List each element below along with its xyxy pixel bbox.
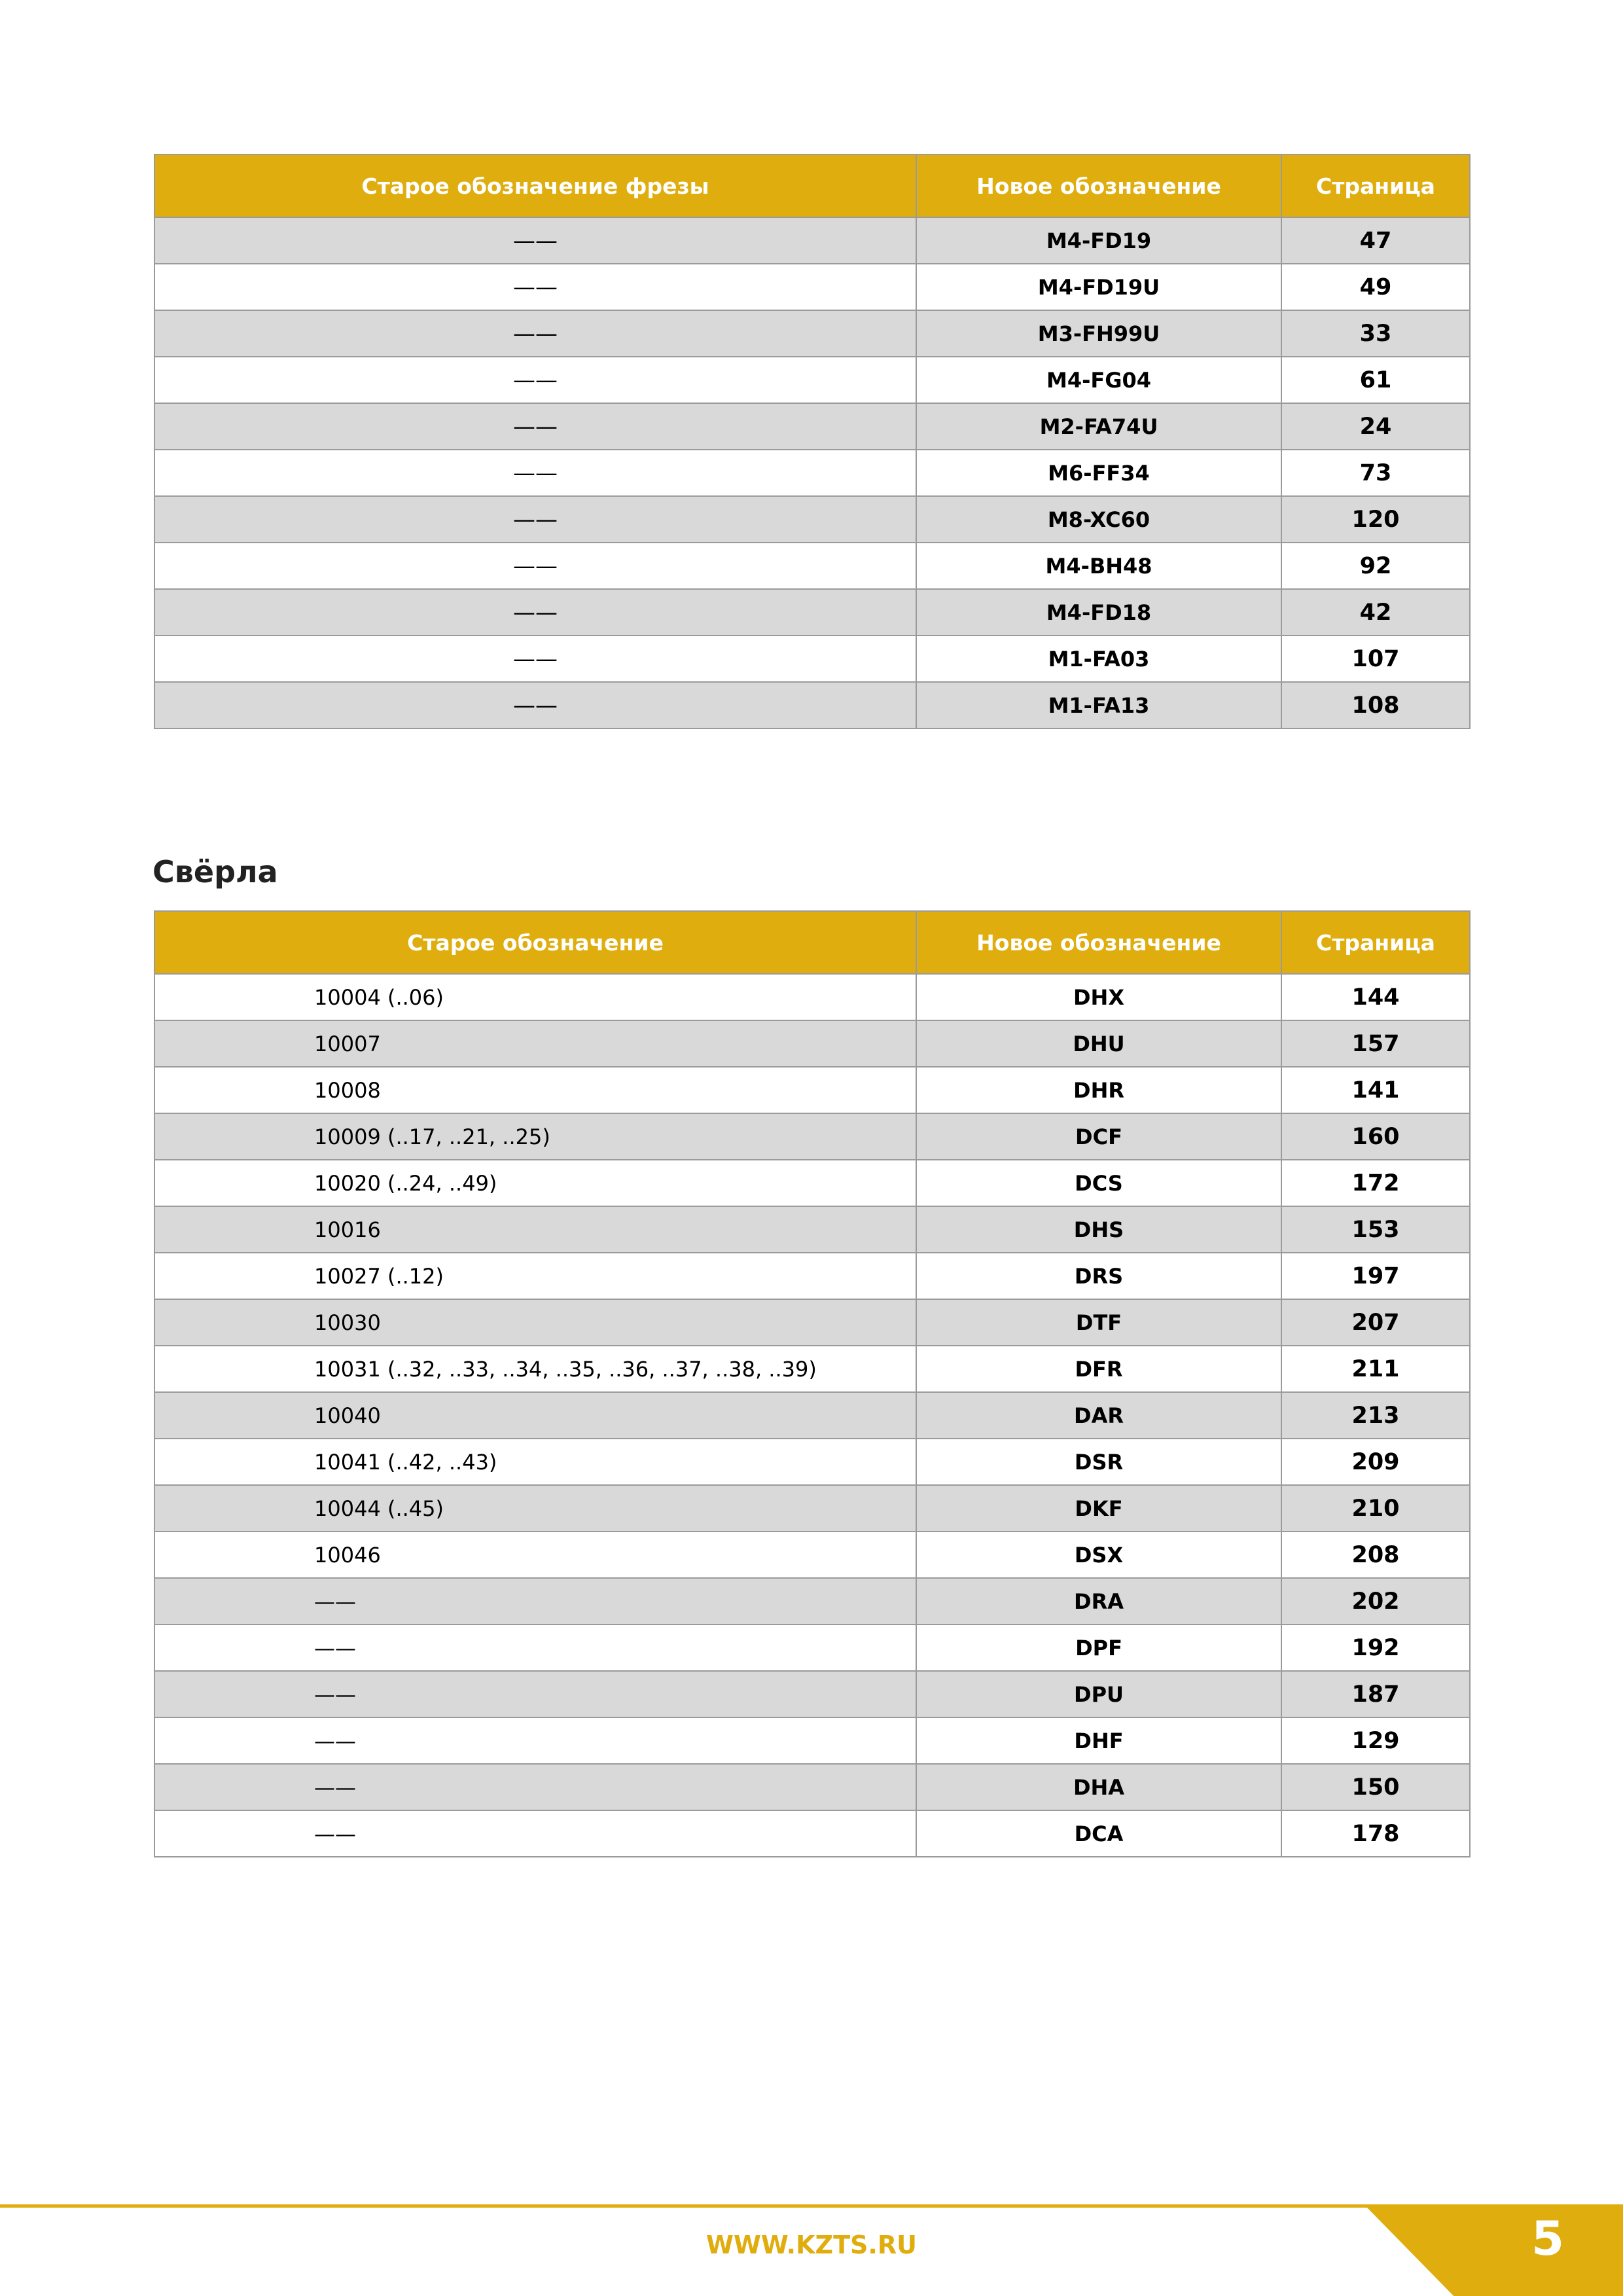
new-designation-cell: M4-FD19U bbox=[916, 264, 1281, 310]
table-row bbox=[154, 1717, 1470, 1764]
old-designation-cell: 10004 (..06) bbox=[154, 974, 916, 1020]
new-designation-cell: M4-FD19 bbox=[916, 217, 1281, 264]
page-cell: 209 bbox=[1281, 1439, 1470, 1485]
old-designation-cell: 10031 (..32, ..33, ..34, ..35, ..36, ..37, ..38, ..39) bbox=[154, 1346, 916, 1392]
section-title-drills: Свёрла bbox=[152, 854, 278, 889]
new-designation-cell: DPU bbox=[916, 1671, 1281, 1717]
header-new-designation: Новое обозначение bbox=[916, 911, 1281, 974]
table-header-row bbox=[154, 911, 1470, 974]
header-old-designation: Старое обозначение bbox=[154, 911, 916, 974]
old-designation-cell: —— bbox=[154, 636, 916, 682]
page-cell: 207 bbox=[1281, 1299, 1470, 1346]
table-row bbox=[154, 1671, 1470, 1717]
old-designation-cell: —— bbox=[154, 1764, 916, 1810]
page-cell: 178 bbox=[1281, 1810, 1470, 1857]
page-cell: 210 bbox=[1281, 1485, 1470, 1532]
old-designation-cell: —— bbox=[154, 682, 916, 728]
table-row bbox=[154, 636, 1470, 682]
table-row bbox=[154, 1160, 1470, 1206]
page-cell: 120 bbox=[1281, 496, 1470, 543]
table-row bbox=[154, 1067, 1470, 1113]
page-cell: 92 bbox=[1281, 543, 1470, 589]
page-cell: 213 bbox=[1281, 1392, 1470, 1439]
old-designation-cell: —— bbox=[154, 1578, 916, 1624]
new-designation-cell: M1-FA13 bbox=[916, 682, 1281, 728]
new-designation-cell: DHF bbox=[916, 1717, 1281, 1764]
new-designation-cell: M6-FF34 bbox=[916, 450, 1281, 496]
old-designation-cell: 10046 bbox=[154, 1532, 916, 1578]
table-row bbox=[154, 1392, 1470, 1439]
table-row bbox=[154, 496, 1470, 543]
new-designation-cell: DSR bbox=[916, 1439, 1281, 1485]
table-row bbox=[154, 1299, 1470, 1346]
new-designation-cell: M1-FA03 bbox=[916, 636, 1281, 682]
page-cell: 33 bbox=[1281, 310, 1470, 357]
header-old-designation: Старое обозначение фрезы bbox=[154, 154, 916, 217]
old-designation-cell: —— bbox=[154, 403, 916, 450]
page-cell: 202 bbox=[1281, 1578, 1470, 1624]
new-designation-cell: DHS bbox=[916, 1206, 1281, 1253]
old-designation-cell: —— bbox=[154, 1810, 916, 1857]
old-designation-cell: 10008 bbox=[154, 1067, 916, 1113]
table-header-row bbox=[154, 154, 1470, 217]
page-cell: 107 bbox=[1281, 636, 1470, 682]
new-designation-cell: DKF bbox=[916, 1485, 1281, 1532]
new-designation-cell: DCF bbox=[916, 1113, 1281, 1160]
old-designation-cell: 10016 bbox=[154, 1206, 916, 1253]
page-cell: 208 bbox=[1281, 1532, 1470, 1578]
old-designation-cell: —— bbox=[154, 543, 916, 589]
old-designation-cell: —— bbox=[154, 310, 916, 357]
page-cell: 160 bbox=[1281, 1113, 1470, 1160]
new-designation-cell: M3-FH99U bbox=[916, 310, 1281, 357]
page-cell: 108 bbox=[1281, 682, 1470, 728]
page-cell: 24 bbox=[1281, 403, 1470, 450]
new-designation-cell: DSX bbox=[916, 1532, 1281, 1578]
page-number: 5 bbox=[1531, 2211, 1565, 2266]
old-designation-cell: 10030 bbox=[154, 1299, 916, 1346]
page-cell: 172 bbox=[1281, 1160, 1470, 1206]
table-row bbox=[154, 310, 1470, 357]
page-cell: 211 bbox=[1281, 1346, 1470, 1392]
table-row bbox=[154, 1624, 1470, 1671]
new-designation-cell: DPF bbox=[916, 1624, 1281, 1671]
old-designation-cell: —— bbox=[154, 357, 916, 403]
mills-table bbox=[154, 154, 1471, 729]
page-cell: 153 bbox=[1281, 1206, 1470, 1253]
page-cell: 192 bbox=[1281, 1624, 1470, 1671]
table-row bbox=[154, 1532, 1470, 1578]
old-designation-cell: 10027 (..12) bbox=[154, 1253, 916, 1299]
table-row bbox=[154, 1810, 1470, 1857]
old-designation-cell: —— bbox=[154, 1717, 916, 1764]
table-row bbox=[154, 589, 1470, 636]
new-designation-cell: M4-FG04 bbox=[916, 357, 1281, 403]
old-designation-cell: 10044 (..45) bbox=[154, 1485, 916, 1532]
table-row bbox=[154, 682, 1470, 728]
table-row bbox=[154, 357, 1470, 403]
old-designation-cell: 10007 bbox=[154, 1020, 916, 1067]
old-designation-cell: 10041 (..42, ..43) bbox=[154, 1439, 916, 1485]
page-cell: 187 bbox=[1281, 1671, 1470, 1717]
page-cell: 141 bbox=[1281, 1067, 1470, 1113]
new-designation-cell: DRS bbox=[916, 1253, 1281, 1299]
new-designation-cell: DCS bbox=[916, 1160, 1281, 1206]
new-designation-cell: DHA bbox=[916, 1764, 1281, 1810]
new-designation-cell: DHX bbox=[916, 974, 1281, 1020]
table-row bbox=[154, 1485, 1470, 1532]
page-cell: 61 bbox=[1281, 357, 1470, 403]
page-cell: 157 bbox=[1281, 1020, 1470, 1067]
table-row bbox=[154, 1346, 1470, 1392]
table-row bbox=[154, 543, 1470, 589]
new-designation-cell: M4-FD18 bbox=[916, 589, 1281, 636]
table-row bbox=[154, 264, 1470, 310]
old-designation-cell: —— bbox=[154, 1624, 916, 1671]
new-designation-cell: M2-FA74U bbox=[916, 403, 1281, 450]
new-designation-cell: DFR bbox=[916, 1346, 1281, 1392]
table-row bbox=[154, 974, 1470, 1020]
page-cell: 73 bbox=[1281, 450, 1470, 496]
header-page: Страница bbox=[1281, 911, 1470, 974]
old-designation-cell: 10020 (..24, ..49) bbox=[154, 1160, 916, 1206]
table-row bbox=[154, 217, 1470, 264]
old-designation-cell: —— bbox=[154, 264, 916, 310]
new-designation-cell: DHU bbox=[916, 1020, 1281, 1067]
header-page: Страница bbox=[1281, 154, 1470, 217]
table-row bbox=[154, 1578, 1470, 1624]
new-designation-cell: M8-XC60 bbox=[916, 496, 1281, 543]
old-designation-cell: 10040 bbox=[154, 1392, 916, 1439]
table-row bbox=[154, 1253, 1470, 1299]
old-designation-cell: —— bbox=[154, 450, 916, 496]
new-designation-cell: M4-BH48 bbox=[916, 543, 1281, 589]
page-cell: 197 bbox=[1281, 1253, 1470, 1299]
old-designation-cell: 10009 (..17, ..21, ..25) bbox=[154, 1113, 916, 1160]
old-designation-cell: —— bbox=[154, 1671, 916, 1717]
page-cell: 144 bbox=[1281, 974, 1470, 1020]
table-row bbox=[154, 403, 1470, 450]
page-cell: 42 bbox=[1281, 589, 1470, 636]
new-designation-cell: DAR bbox=[916, 1392, 1281, 1439]
new-designation-cell: DHR bbox=[916, 1067, 1281, 1113]
old-designation-cell: —— bbox=[154, 496, 916, 543]
table-row bbox=[154, 1020, 1470, 1067]
table-row bbox=[154, 1439, 1470, 1485]
table-row bbox=[154, 1206, 1470, 1253]
table-row bbox=[154, 450, 1470, 496]
page-cell: 150 bbox=[1281, 1764, 1470, 1810]
table-row bbox=[154, 1764, 1470, 1810]
drills-table bbox=[154, 910, 1471, 1857]
footer-website-link[interactable]: WWW.KZTS.RU bbox=[706, 2231, 917, 2259]
new-designation-cell: DRA bbox=[916, 1578, 1281, 1624]
header-new-designation: Новое обозначение bbox=[916, 154, 1281, 217]
old-designation-cell: —— bbox=[154, 589, 916, 636]
page-cell: 49 bbox=[1281, 264, 1470, 310]
page-cell: 129 bbox=[1281, 1717, 1470, 1764]
table-row bbox=[154, 1113, 1470, 1160]
page-cell: 47 bbox=[1281, 217, 1470, 264]
new-designation-cell: DCA bbox=[916, 1810, 1281, 1857]
old-designation-cell: —— bbox=[154, 217, 916, 264]
new-designation-cell: DTF bbox=[916, 1299, 1281, 1346]
